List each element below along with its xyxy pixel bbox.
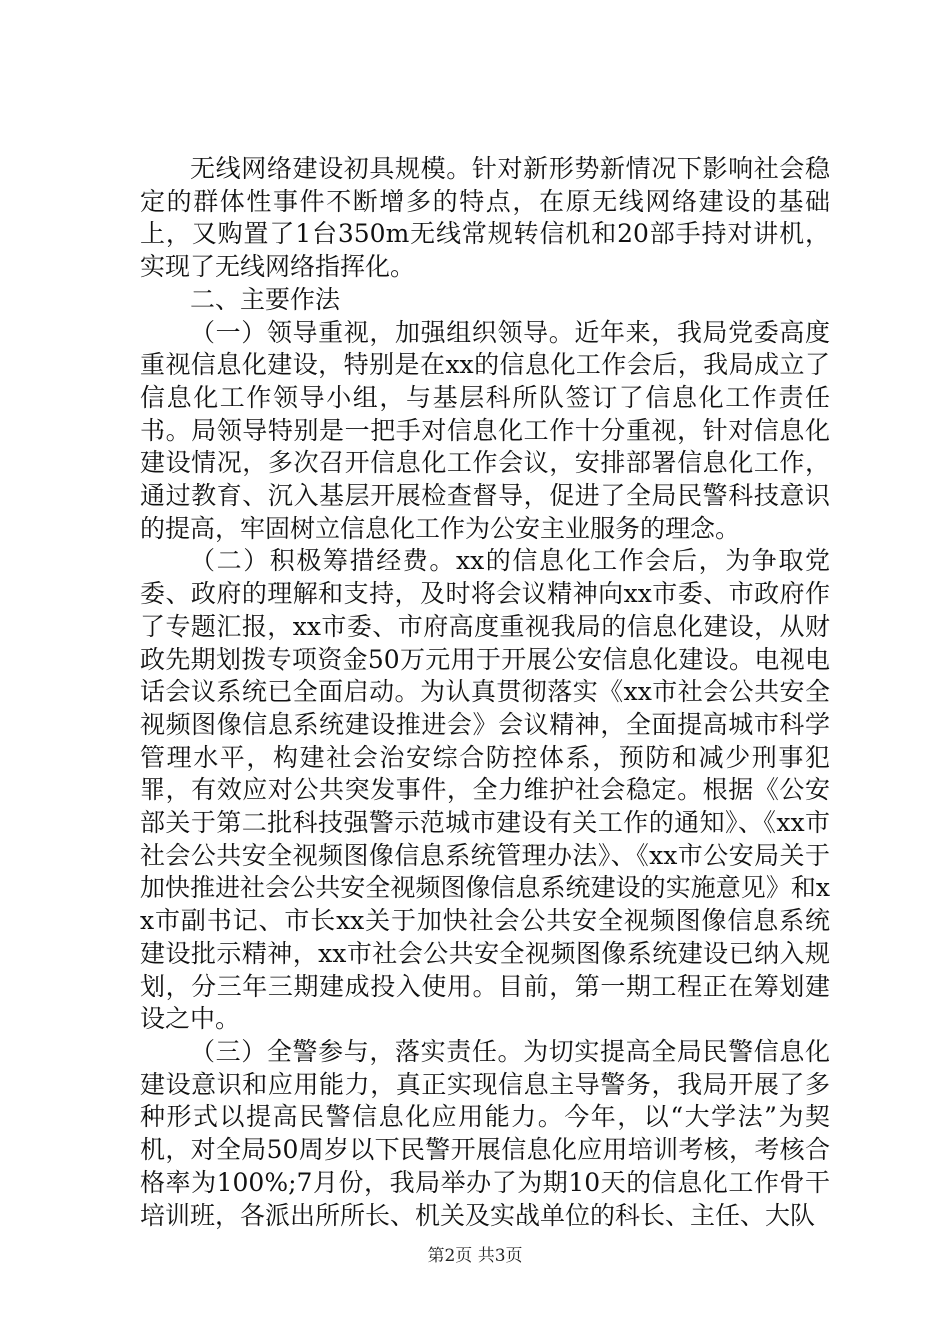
page-footer: 第2页 共3页 — [427, 1246, 523, 1266]
paragraph-wireless-network: 无线网络建设初具规模。针对新形势新情况下影响社会稳定的群体性事件不断增多的特点，在原无线网络建设的基础上，又购置了1台350m无线常规转信机和20部手持对讲机，实现了无线网络指挥化。 — [140, 154, 830, 282]
paragraph-leadership: （一）领导重视，加强组织领导。近年来，我局党委高度重视信息化建设，特别是在xx的信息化工作会后，我局成立了信息化工作领导小组，与基层科所队签订了信息化工作责任书。局领导特别是一把手对信息化工作十分重视，针对信息化建设情况，多次召开信息化工作会议，安排部署信息化工作，通过教育、沉入基层开展检查督导，促进了全局民警科技意识的提高，牢固树立信息化工作为公安主业服务的理念。 — [140, 317, 830, 543]
section-heading-main-practices: 二、主要作法 — [190, 284, 341, 314]
document-body — [140, 153, 830, 1232]
paragraph-all-police-participation: （三）全警参与，落实责任。为切实提高全局民警信息化建设意识和应用能力，真正实现信息主导警务，我局开展了多种形式以提高民警信息化应用能力。今年，以“大学法”为契机，对全局50周岁以下民警开展信息化应用培训考核，考核合格率为100%;7月份，我局举办了为期10天的信息化工作骨干培训班，各派出所所长、机关及实战单位的科长、主任、大队 — [140, 1036, 830, 1230]
paragraph-funding: （二）积极筹措经费。xx的信息化工作会后，为争取党委、政府的理解和支持，及时将会议精神向xx市委、市政府作了专题汇报，xx市委、市府高度重视我局的信息化建设，从财政先期划拨专项资金50万元用于开展公安信息化建设。电视电话会议系统已全面启动。为认真贯彻落实《xx市社会公共安全视频图像信息系统建设推进会》会议精神，全面提高城市科学管理水平，构建社会治安综合防控体系，预防和减少刑事犯罪，有效应对公共突发事件，全力维护社会稳定。根据《公安部关于第二批科技强警示范城市建设有关工作的通知》、《xx市社会公共安全视频图像信息系统管理办法》、《xx市公安局关于加快推进社会公共安全视频图像信息系统建设的实施意见》和xx市副书记、市长xx关于加快社会公共安全视频图像信息系统建设批示精神，xx市社会公共安全视频图像系统建设已纳入规划，分三年三期建成投入使用。目前，第一期工程正在筹划建设之中。 — [140, 546, 830, 1034]
